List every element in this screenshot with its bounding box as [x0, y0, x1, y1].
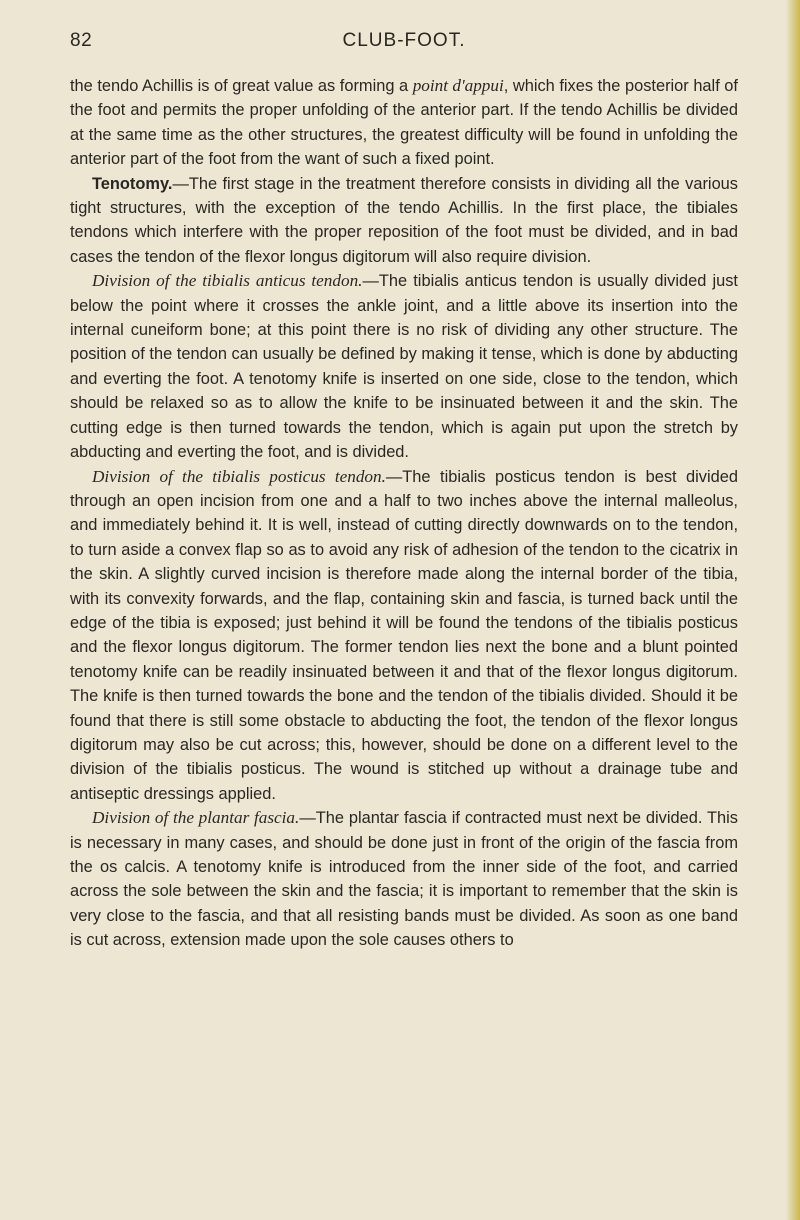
section-heading-tibialis-anticus: Division of the tibialis anticus tendon.	[92, 271, 363, 291]
book-page	[70, 30, 738, 953]
page-edge	[786, 0, 800, 1220]
paragraph-plantar-fascia: Division of the plantar fascia.—The plantar fascia if contracted must next be divided. This is necessary in many cases, and should be done just in front of the origin of the fascia from the os calcis. A tenotomy knife is introduced from the inner side of the foot, and carried across the sole between the skin and the fascia; it is important to remember that the skin is very close to the fascia, and that all resisting bands must be divided. As soon as one band is cut across, extension made upon the sole causes others to	[70, 808, 738, 950]
paragraph-1: the tendo Achillis is of great value as forming a point d'appui, which fixes the posterior half of the foot and permits the proper unfolding of the anterior part. If the tendo Achillis be divided at the same time as the other structures, the greatest difficulty will be found in unfolding the anterior part of the foot from the want of such a fixed point.	[70, 76, 738, 169]
section-heading-tibialis-posticus: Division of the tibialis posticus tendon.	[92, 466, 386, 486]
page-header	[70, 30, 738, 64]
paragraph-tibialis-anticus: Division of the tibialis anticus tendon.—The tibialis anticus tendon is usually divided just below the point where it crosses the ankle joint, and a little above its insertion into the internal cuneiform bone; at this point there is no risk of dividing any other structure. The position of the tendon can usually be defined by making it tense, which is done by abducting and everting the foot. A tenotomy knife is inserted on one side, close to the tendon, which should be relaxed so as to allow the knife to be insinuated between it and the skin. The cutting edge is then turned towards the tendon, which is again put upon the stretch by abducting and everting the foot, and is divided.	[70, 271, 738, 462]
page-number: 82	[70, 30, 93, 51]
section-heading-plantar-fascia: Division of the plantar fascia.	[92, 808, 300, 828]
paragraph-tenotomy: Tenotomy.—The first stage in the treatment therefore consists in dividing all the various tight structures, with the exception of the tendo Achillis. In the first place, the tibiales tendons which interfere with the proper reposition of the foot must be divided, and in bad cases the tendon of the flexor longus digitorum will also require division.	[70, 174, 738, 266]
emphasis-point-dappui: point d'appui	[412, 76, 504, 95]
running-head: CLUB-FOOT.	[342, 30, 466, 51]
body-text	[70, 74, 738, 953]
paragraph-tibialis-posticus: Division of the tibialis posticus tendon.—The tibialis posticus tendon is best divided through an open incision from one and a half to two inches above the internal malleolus, and immediately behind it. It is well, instead of cutting directly downwards on to the tendon, to turn aside a convex flap so as to avoid any risk of adhesion of the tendon to the cicatrix in the skin. A slightly curved incision is therefore made along the internal border of the tibia, with its convexity forwards, and the flap, containing skin and fascia, is turned back until the edge of the tibia is exposed; just behind it will be found the tendons of the tibialis posticus and the flexor longus digitorum. The former tendon lies next the bone and a blunt pointed tenotomy knife can be readily insinuated between it and that of the flexor longus digitorum. The knife is then turned towards the bone and the tendon of the tibialis divided. Should it be found that there is still some obstacle to abducting the foot, the tendon of the flexor longus digitorum may also be cut across; this, however, should be done on a different level to the division of the tibialis posticus. The wound is stitched up without a drainage tube and antiseptic dressings applied.	[70, 466, 738, 803]
section-heading-tenotomy: Tenotomy.	[92, 174, 173, 193]
